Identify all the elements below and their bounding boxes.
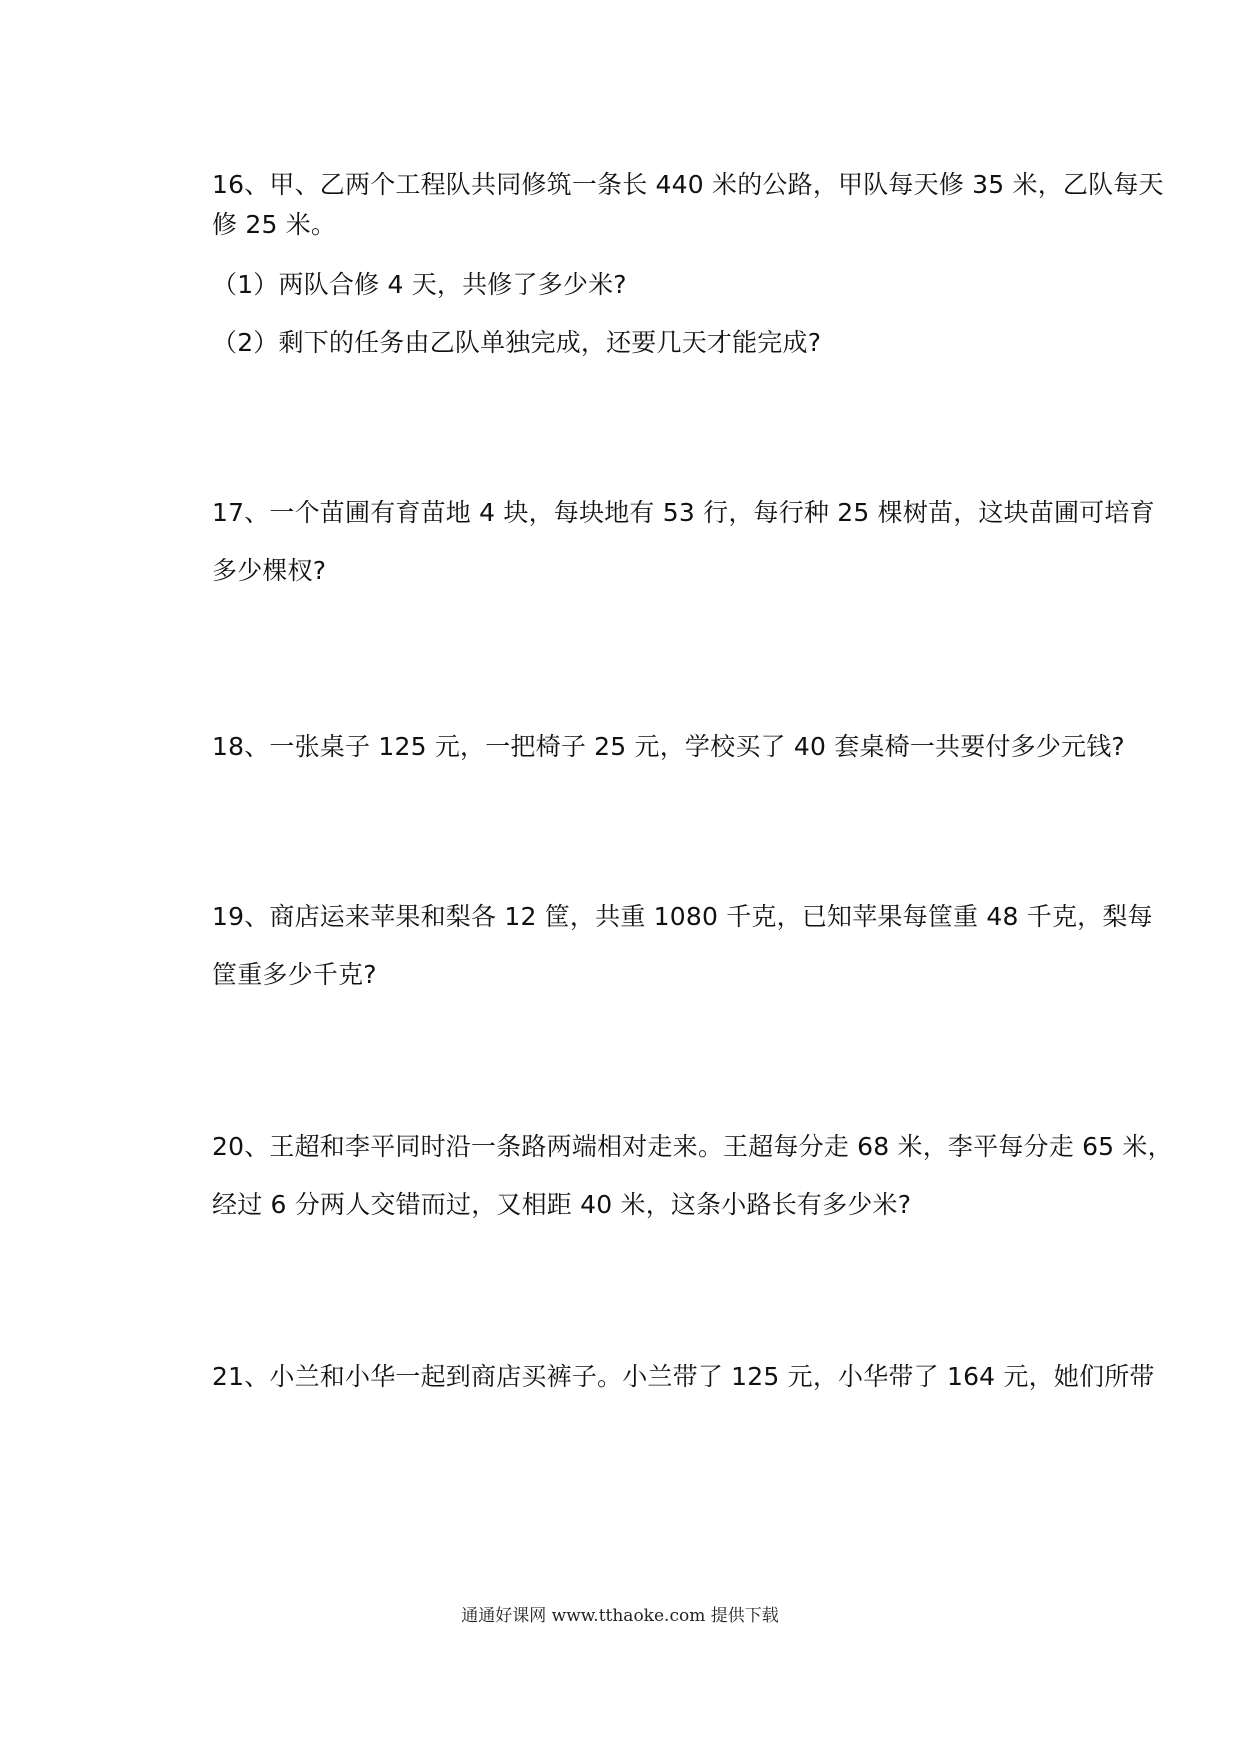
question-18-line-1: 18、一张桌子 125 元，一把椅子 25 元，学校买了 40 套桌椅一共要付多少元钱?: [212, 732, 1125, 761]
question-16-subpart-1: （1）两队合修 4 天，共修了多少米?: [212, 270, 627, 299]
question-16-line-1: 16、甲、乙两个工程队共同修筑一条长 440 米的公路，甲队每天修 35 米，乙队每天: [212, 170, 1164, 199]
question-19-line-1: 19、商店运来苹果和梨各 12 筐，共重 1080 千克，已知苹果每筐重 48 千克，梨每: [212, 902, 1153, 931]
question-19-line-2: 筐重多少千克?: [212, 960, 377, 989]
question-21-line-1: 21、小兰和小华一起到商店买裤子。小兰带了 125 元，小华带了 164 元，她们所带: [212, 1362, 1155, 1391]
page-footer: 通通好课网 www.tthaoke.com 提供下载: [461, 1606, 779, 1626]
question-20-line-1: 20、王超和李平同时沿一条路两端相对走来。王超每分走 68 米，李平每分走 65 米，: [212, 1132, 1173, 1161]
question-16-line-2: 修 25 米。: [212, 210, 337, 239]
question-17-line-1: 17、一个苗圃有育苗地 4 块，每块地有 53 行，每行种 25 棵树苗，这块苗圃可培育: [212, 498, 1155, 527]
question-20-line-2: 经过 6 分两人交错而过，又相距 40 米，这条小路长有多少米?: [212, 1190, 912, 1219]
question-16-subpart-2: （2）剩下的任务由乙队单独完成，还要几天才能完成?: [212, 328, 822, 357]
question-17-line-2: 多少棵杈?: [212, 556, 327, 585]
